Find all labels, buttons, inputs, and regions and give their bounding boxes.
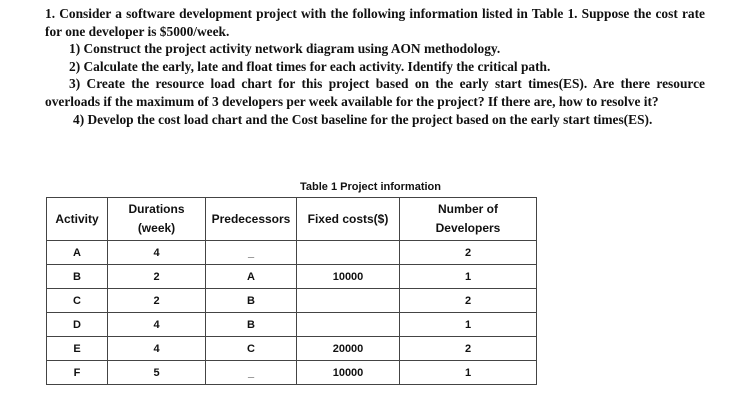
cell-developers: 1 [400,265,537,289]
cell-activity: C [47,289,108,313]
task-4: 4) Develop the cost load chart and the Cost baseline for the project based on the early start times(ES). [73,111,653,127]
table-row [47,337,537,361]
cell-fixed-cost: 10000 [297,265,400,289]
header-durations: Durations (week) [108,198,206,241]
cell-duration: 2 [108,289,206,313]
cell-fixed-cost [297,313,400,337]
cell-predecessor: B [206,289,297,313]
header-activity: Activity [47,198,108,241]
cell-predecessor: _ [206,241,297,265]
table-row [47,241,537,265]
cell-fixed-cost [297,241,400,265]
cell-developers: 2 [400,337,537,361]
cell-fixed-cost [297,289,400,313]
cell-duration: 4 [108,337,206,361]
cell-developers: 2 [400,289,537,313]
cell-activity: B [47,265,108,289]
header-developers: Number of Developers [400,198,537,241]
cell-activity: E [47,337,108,361]
table-row [47,289,537,313]
cell-duration: 2 [108,265,206,289]
cell-predecessor: C [206,337,297,361]
task-3: 3) Create the resource load chart for this project based on the early start times(ES). Are there resource overloads if the maximum of 3 developers per week available for the project? If there are, how to resolve it? [45,76,705,109]
question-text [45,5,705,128]
cell-predecessor: _ [206,361,297,385]
cell-predecessor: B [206,313,297,337]
header-predecessors: Predecessors [206,198,297,241]
cell-fixed-cost: 20000 [297,337,400,361]
table-header-row [47,198,537,241]
header-fixed-costs: Fixed costs($) [297,198,400,241]
cell-predecessor: A [206,265,297,289]
table-row [47,313,537,337]
table-row [47,265,537,289]
table-row [47,361,537,385]
cell-fixed-cost: 10000 [297,361,400,385]
cell-activity: D [47,313,108,337]
cell-duration: 5 [108,361,206,385]
cell-duration: 4 [108,313,206,337]
cell-activity: A [47,241,108,265]
question-intro: 1. Consider a software development project with the following information listed in Table 1. Suppose the cost rate for one developer is $5000/week. [45,6,705,39]
cell-developers: 2 [400,241,537,265]
cell-developers: 1 [400,313,537,337]
cell-duration: 4 [108,241,206,265]
task-1: 1) Construct the project activity network diagram using AON methodology. [69,41,501,57]
project-info-table [46,197,537,385]
cell-developers: 1 [400,361,537,385]
task-2: 2) Calculate the early, late and float times for each activity. Identify the critical path. [69,58,551,74]
table-caption: Table 1 Project information [300,181,441,193]
cell-activity: F [47,361,108,385]
